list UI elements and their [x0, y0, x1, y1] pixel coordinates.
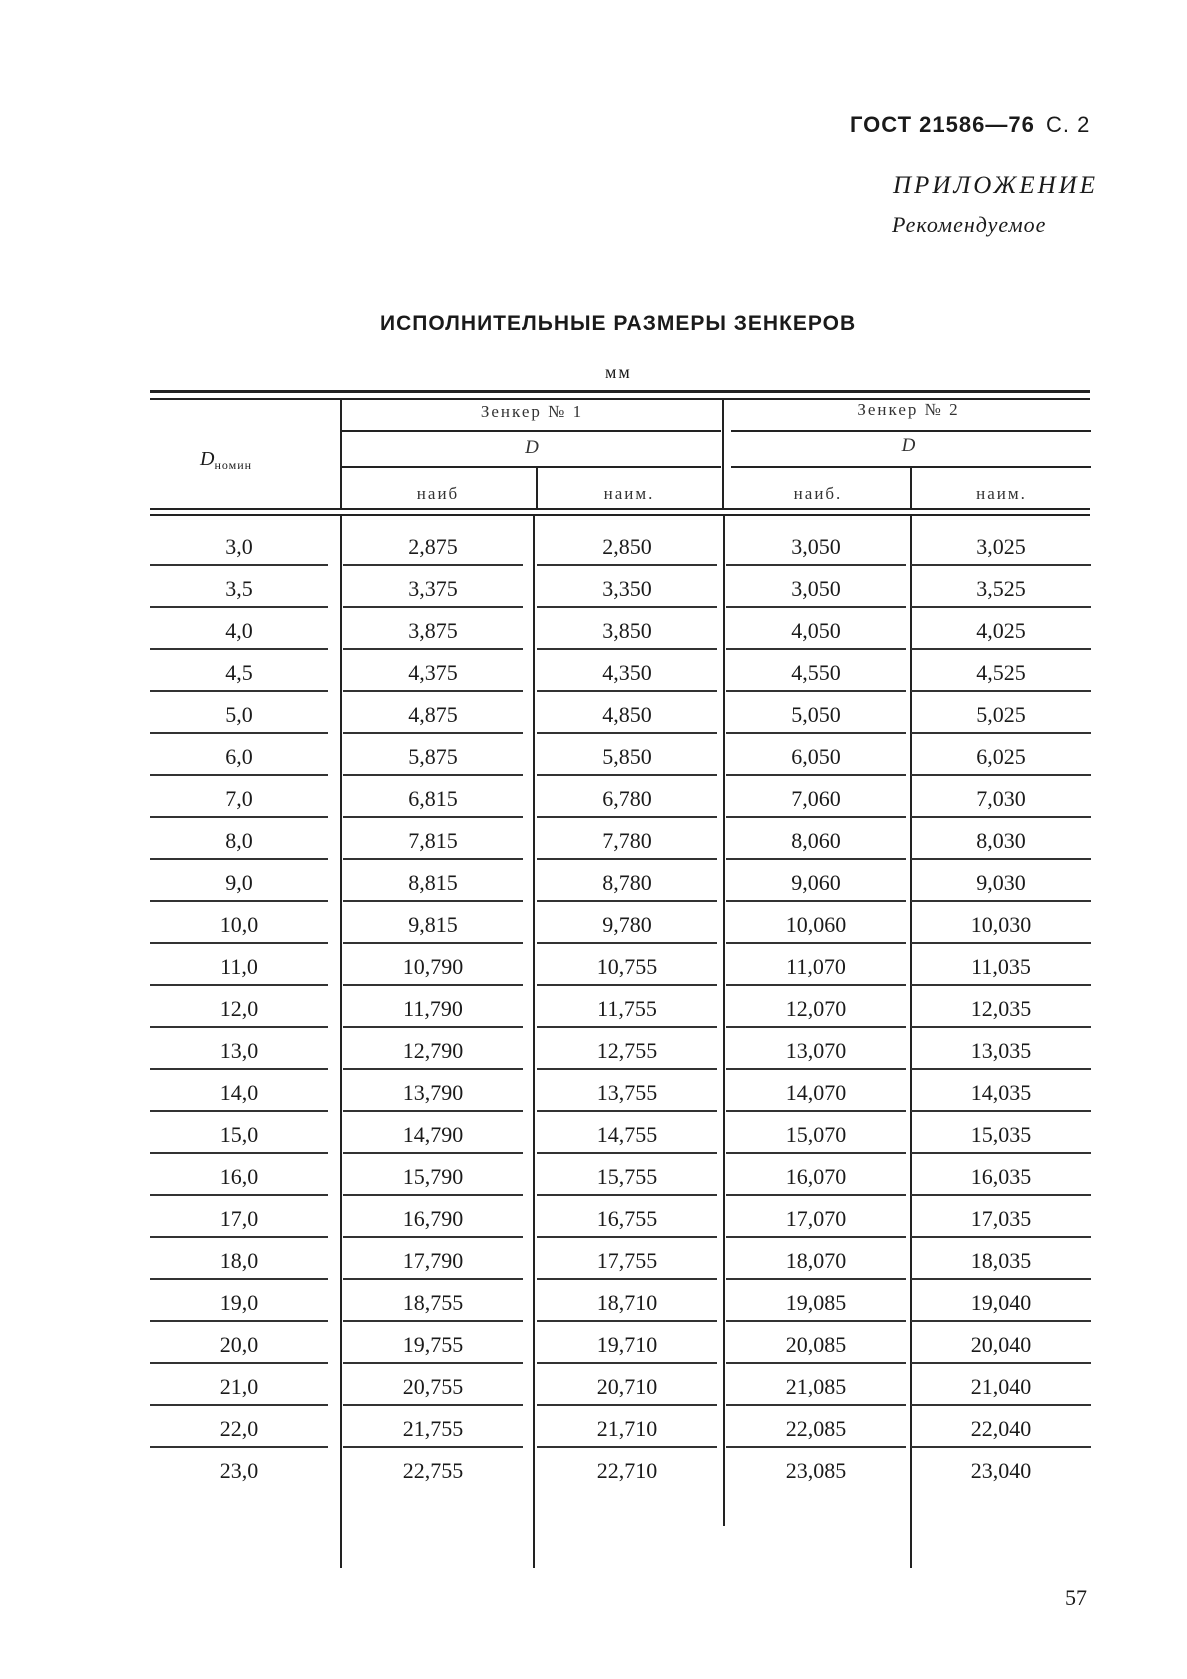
- group-subheader-d-2: D: [901, 435, 916, 456]
- nominal-cell: 21,0: [150, 1370, 328, 1406]
- nominal-diameter-symbol: D: [200, 448, 215, 470]
- table-row: [0, 866, 1187, 908]
- table-row: [0, 1370, 1187, 1412]
- max-header-2: наиб.: [793, 484, 843, 503]
- table-top-rule: [150, 390, 1090, 393]
- header-bottom-rule-inner: [150, 514, 1090, 516]
- c1-max-cell: 9,815: [343, 908, 523, 944]
- c1-min-cell: 19,710: [537, 1328, 717, 1364]
- page-number: 57: [1065, 1585, 1087, 1610]
- c1-min-cell: 16,755: [537, 1202, 717, 1238]
- nominal-cell: 18,0: [150, 1244, 328, 1280]
- c1-min-cell: 14,755: [537, 1118, 717, 1154]
- table-row: [0, 1454, 1187, 1496]
- c2-min-cell: 18,035: [911, 1244, 1091, 1280]
- c1-max-cell: 15,790: [343, 1160, 523, 1196]
- table-row: [0, 950, 1187, 992]
- c1-max-cell: 11,790: [343, 992, 523, 1028]
- table-row: [0, 1412, 1187, 1454]
- nominal-cell: 5,0: [150, 698, 328, 734]
- unit-label: мм: [605, 362, 632, 382]
- c2-max-cell: 9,060: [726, 866, 906, 902]
- c2-max-cell: 16,070: [726, 1160, 906, 1196]
- min-header-2: наим.: [976, 484, 1027, 503]
- nominal-diameter-header: [200, 448, 252, 473]
- c1-max-cell: 12,790: [343, 1034, 523, 1070]
- nominal-cell: 20,0: [150, 1328, 328, 1364]
- group-rule: [731, 430, 1091, 432]
- nominal-cell: 23,0: [219, 1458, 259, 1483]
- c1-min-cell: 18,710: [537, 1286, 717, 1322]
- nominal-cell: 4,5: [150, 656, 328, 692]
- table-row: [0, 992, 1187, 1034]
- c1-max-cell: 21,755: [343, 1412, 523, 1448]
- page-reference: С. 2: [1045, 112, 1091, 137]
- table-row: [0, 530, 1187, 572]
- c1-max-cell: 2,875: [343, 530, 523, 566]
- table-row: [0, 824, 1187, 866]
- table-row: [0, 740, 1187, 782]
- c2-max-cell: 6,050: [726, 740, 906, 776]
- table-row: [0, 1076, 1187, 1118]
- nominal-cell: 7,0: [150, 782, 328, 818]
- table-row: [0, 1118, 1187, 1160]
- table-row: [0, 1328, 1187, 1370]
- max-header-1: наиб: [416, 484, 460, 503]
- c1-max-cell: 10,790: [343, 950, 523, 986]
- nominal-cell: 10,0: [150, 908, 328, 944]
- c1-max-cell: 4,375: [343, 656, 523, 692]
- nominal-cell: 14,0: [150, 1076, 328, 1112]
- c1-min-cell: 22,710: [596, 1458, 658, 1483]
- c2-max-cell: 21,085: [726, 1370, 906, 1406]
- c1-max-cell: 14,790: [343, 1118, 523, 1154]
- c2-max-cell: 23,085: [785, 1458, 847, 1483]
- table-row: [0, 1160, 1187, 1202]
- c2-min-cell: 3,025: [911, 530, 1091, 566]
- nominal-cell: 12,0: [150, 992, 328, 1028]
- c1-min-cell: 3,850: [537, 614, 717, 650]
- c1-min-cell: 4,350: [537, 656, 717, 692]
- nominal-cell: 19,0: [150, 1286, 328, 1322]
- nominal-cell: 13,0: [150, 1034, 328, 1070]
- table-row: [0, 1034, 1187, 1076]
- header-divider: [722, 400, 724, 510]
- c2-min-cell: 15,035: [911, 1118, 1091, 1154]
- nominal-cell: 9,0: [150, 866, 328, 902]
- standard-designation: [850, 112, 1090, 138]
- table-row: [0, 1286, 1187, 1328]
- c1-max-cell: 20,755: [343, 1370, 523, 1406]
- nominal-cell: 3,0: [150, 530, 328, 566]
- c1-min-cell: 2,850: [537, 530, 717, 566]
- nominal-cell: 3,5: [150, 572, 328, 608]
- nominal-cell: 4,0: [150, 614, 328, 650]
- c1-max-cell: 19,755: [343, 1328, 523, 1364]
- c2-max-cell: 7,060: [726, 782, 906, 818]
- c2-max-cell: 5,050: [726, 698, 906, 734]
- c2-min-cell: 11,035: [911, 950, 1091, 986]
- c1-min-cell: 4,850: [537, 698, 717, 734]
- c2-max-cell: 18,070: [726, 1244, 906, 1280]
- c1-min-cell: 3,350: [537, 572, 717, 608]
- c1-max-cell: 22,755: [402, 1458, 464, 1483]
- c1-max-cell: 18,755: [343, 1286, 523, 1322]
- c2-min-cell: 8,030: [911, 824, 1091, 860]
- group-subheader-d-1: D: [525, 437, 539, 458]
- c1-min-cell: 6,780: [537, 782, 717, 818]
- c1-min-cell: 10,755: [537, 950, 717, 986]
- standard-number: ГОСТ 21586—76: [850, 112, 1035, 137]
- c2-max-cell: 14,070: [726, 1076, 906, 1112]
- c1-min-cell: 5,850: [537, 740, 717, 776]
- c2-max-cell: 3,050: [726, 572, 906, 608]
- c2-max-cell: 13,070: [726, 1034, 906, 1070]
- c2-max-cell: 12,070: [726, 992, 906, 1028]
- c2-min-cell: 22,040: [911, 1412, 1091, 1448]
- c2-min-cell: 13,035: [911, 1034, 1091, 1070]
- c2-max-cell: 4,550: [726, 656, 906, 692]
- header-bottom-rule: [150, 508, 1090, 510]
- c1-min-cell: 12,755: [537, 1034, 717, 1070]
- table-row: [0, 656, 1187, 698]
- c1-min-cell: 7,780: [537, 824, 717, 860]
- table-row: [0, 908, 1187, 950]
- c2-min-cell: 7,030: [911, 782, 1091, 818]
- nominal-cell: 6,0: [150, 740, 328, 776]
- c2-max-cell: 17,070: [726, 1202, 906, 1238]
- c2-min-cell: 3,525: [911, 572, 1091, 608]
- c2-max-cell: 10,060: [726, 908, 906, 944]
- c1-max-cell: 13,790: [343, 1076, 523, 1112]
- nominal-cell: 11,0: [150, 950, 328, 986]
- table-row: [0, 782, 1187, 824]
- c2-max-cell: 4,050: [726, 614, 906, 650]
- nominal-cell: 22,0: [150, 1412, 328, 1448]
- c1-min-cell: 9,780: [537, 908, 717, 944]
- c1-max-cell: 3,375: [343, 572, 523, 608]
- c2-max-cell: 19,085: [726, 1286, 906, 1322]
- table-row: [0, 572, 1187, 614]
- nominal-cell: 17,0: [150, 1202, 328, 1238]
- c2-min-cell: 6,025: [911, 740, 1091, 776]
- c1-min-cell: 11,755: [537, 992, 717, 1028]
- c2-max-cell: 15,070: [726, 1118, 906, 1154]
- c1-max-cell: 3,875: [343, 614, 523, 650]
- c1-max-cell: 17,790: [343, 1244, 523, 1280]
- c2-min-cell: 9,030: [911, 866, 1091, 902]
- appendix-status: Рекомендуемое: [892, 212, 1047, 237]
- c2-min-cell: 20,040: [911, 1328, 1091, 1364]
- c2-min-cell: 19,040: [911, 1286, 1091, 1322]
- c1-min-cell: 15,755: [537, 1160, 717, 1196]
- min-header-1: наим.: [603, 484, 655, 503]
- c1-max-cell: 16,790: [343, 1202, 523, 1238]
- header-divider: [340, 400, 342, 510]
- c2-min-cell: 4,025: [911, 614, 1091, 650]
- table-row: [0, 698, 1187, 740]
- nominal-diameter-subscript: номин: [214, 458, 253, 472]
- c2-min-cell: 17,035: [911, 1202, 1091, 1238]
- table-row: [0, 1202, 1187, 1244]
- table-row: [0, 614, 1187, 656]
- appendix-label: ПРИЛОЖЕНИЕ: [893, 172, 1098, 199]
- c2-min-cell: 16,035: [911, 1160, 1091, 1196]
- c2-max-cell: 8,060: [726, 824, 906, 860]
- c2-max-cell: 11,070: [726, 950, 906, 986]
- nominal-cell: 8,0: [150, 824, 328, 860]
- c2-min-cell: 23,040: [970, 1458, 1032, 1483]
- c2-min-cell: 14,035: [911, 1076, 1091, 1112]
- c2-min-cell: 12,035: [911, 992, 1091, 1028]
- document-title: ИСПОЛНИТЕЛЬНЫЕ РАЗМЕРЫ ЗЕНКЕРОВ: [380, 312, 857, 335]
- c1-max-cell: 7,815: [343, 824, 523, 860]
- c2-max-cell: 20,085: [726, 1328, 906, 1364]
- c1-max-cell: 8,815: [343, 866, 523, 902]
- c1-min-cell: 13,755: [537, 1076, 717, 1112]
- c1-min-cell: 21,710: [537, 1412, 717, 1448]
- c1-min-cell: 8,780: [537, 866, 717, 902]
- nominal-cell: 16,0: [150, 1160, 328, 1196]
- c2-max-cell: 22,085: [726, 1412, 906, 1448]
- table-row: [0, 1244, 1187, 1286]
- subgroup-rule: [341, 466, 721, 468]
- c2-min-cell: 4,525: [911, 656, 1091, 692]
- c1-max-cell: 6,815: [343, 782, 523, 818]
- group-header-countersink-2: Зенкер № 2: [857, 400, 960, 419]
- c1-min-cell: 17,755: [537, 1244, 717, 1280]
- group-header-countersink-1: Зенкер № 1: [480, 402, 584, 421]
- c2-max-cell: 3,050: [726, 530, 906, 566]
- c2-min-cell: 10,030: [911, 908, 1091, 944]
- subgroup-rule: [731, 466, 1091, 468]
- c1-max-cell: 5,875: [343, 740, 523, 776]
- nominal-cell: 15,0: [150, 1118, 328, 1154]
- c1-max-cell: 4,875: [343, 698, 523, 734]
- c2-min-cell: 21,040: [911, 1370, 1091, 1406]
- group-rule: [341, 430, 721, 432]
- c2-min-cell: 5,025: [911, 698, 1091, 734]
- c1-min-cell: 20,710: [537, 1370, 717, 1406]
